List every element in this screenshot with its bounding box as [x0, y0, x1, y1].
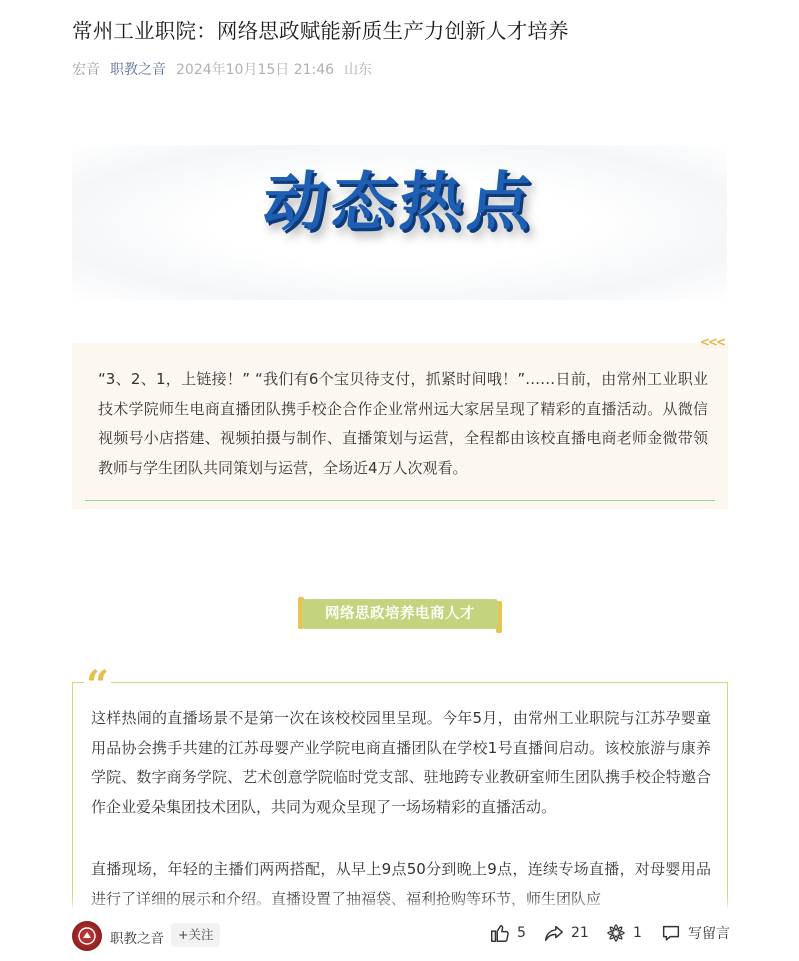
paragraph: 这样热闹的直播场景不是第一次在该校校园里呈现。今年5月，由常州工业职院与江苏孕婴童用品协会携手共建的江苏母婴产业学院电商直播团队在学校1号直播间启动。该校旅游与康养学院、数字商务学院、艺术创意学院临时党支部、驻地跨专业教研室师生团队携手校企特邀合作企业爱朵集团技术团队，共同为观众呈现了一场场精彩的直播活动。: [91, 709, 711, 816]
publish-time: 2024年10月15日 21:46: [176, 62, 335, 78]
content-quote-box: [72, 682, 728, 922]
article-title: 常州工业职院：网络思政赋能新质生产力创新人才培养: [72, 19, 569, 43]
section-label: [298, 597, 502, 633]
account-link[interactable]: 职教之音: [110, 62, 166, 78]
publish-location: 山东: [344, 62, 373, 78]
recommend-button[interactable]: [605, 922, 642, 944]
paragraph: 直播现场，年轻的主播们两两搭配，从早上9点50分到晚上9点，连续专场直播，对母婴用品进行了详细的展示和介绍。直播设置了抽福袋、福利抢购等环节，师生团队应: [91, 860, 711, 908]
author-name: 宏音: [72, 62, 100, 78]
share-count: 21: [571, 925, 589, 941]
intro-quote-box: [72, 335, 728, 509]
share-button[interactable]: [543, 922, 589, 944]
recommend-count: 1: [633, 925, 642, 941]
thumbs-up-icon: [489, 922, 511, 944]
chevrons-left-icon: <<<: [699, 335, 724, 349]
comment-icon: [660, 922, 682, 944]
article-meta: [72, 59, 372, 79]
account-logo-icon: [77, 926, 97, 946]
divider: [85, 500, 715, 501]
bottom-action-bar: [0, 908, 799, 961]
section-label-text: 网络思政培养电商人才: [302, 599, 498, 629]
intro-paragraph: “3、2、1，上链接！” “我们有6个宝贝待支付，抓紧时间哦！”……日前，由常州工业职业技术学院师生电商直播团队携手校企合作企业常州远大家居呈现了精彩的直播活动。从微信视频号小店搭建、视频拍摄与制作、直播策划与运营，全程都由该校直播电商老师金微带领教师与学生团队共同策划与运营，全场近4万人次观看。: [98, 370, 708, 477]
avatar[interactable]: [72, 921, 102, 951]
account-name[interactable]: 职教之音: [110, 931, 164, 947]
share-arrow-icon: [543, 922, 565, 944]
hero-banner-image: [72, 145, 727, 300]
follow-button[interactable]: +关注: [171, 923, 220, 947]
comment-button[interactable]: [660, 922, 730, 944]
hero-banner-text: 动态热点: [259, 166, 540, 240]
quote-mark-icon: “: [86, 662, 110, 709]
flower-recommend-icon: [605, 922, 627, 944]
like-count: 5: [517, 925, 526, 941]
comment-label: 写留言: [688, 926, 730, 942]
like-button[interactable]: [489, 922, 526, 944]
